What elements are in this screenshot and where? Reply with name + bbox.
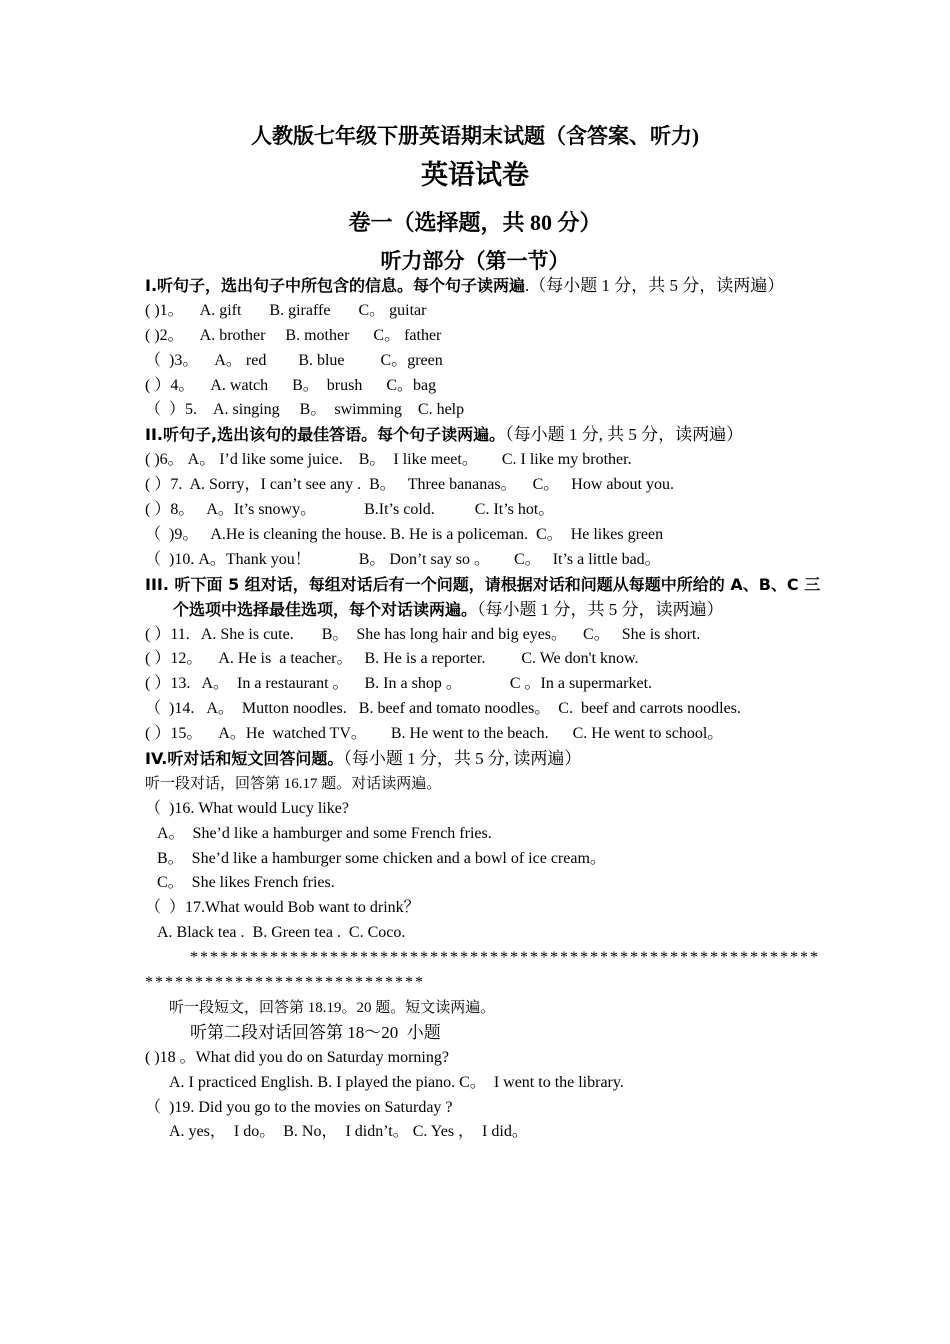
option-line: B。 She’d like a hamburger some chicken and a bowl of ice cream。	[157, 849, 606, 867]
section-3-heading: III. 听下面 5 组对话，每组对话后有一个问题，请根据对话和问题从每题中所给的 A、B、C 三个选项中选择最佳选项，每个对话读两遍。（每小题 1 分，共 5 分，读两遍）	[145, 574, 821, 619]
question-item: ( ）4。 A. watch B。 brush C。bag	[145, 376, 437, 394]
question-item: （ ）5. A. singing B。 swimming C. help	[145, 401, 465, 419]
exam-title: 人教版七年级下册英语期末试题（含答案、听力)	[251, 124, 699, 148]
option-line: A. I practiced English. B. I played the piano. C。 I went to the library.	[169, 1073, 624, 1091]
section-4-note: （每小题 1 分，共 5 分, 读两遍）	[343, 748, 582, 768]
question-16: （ )16. What would Lucy like?	[145, 799, 349, 817]
question-item: ( ）8。 A。It’s snowy。 B.It’s cold. C. It’s hot。	[145, 501, 555, 519]
exam-subtitle: 英语试卷	[421, 160, 529, 190]
option-line: A. Black tea . B. Green tea . C. Coco.	[157, 924, 406, 942]
question-item: （ )9。 A.He is cleaning the house. B. He is a policeman. C。 He likes green	[145, 525, 664, 543]
section-1-note: .（每小题 1 分，共 5 分，读两遍）	[525, 276, 785, 295]
dialogue-2-intro: 听第二段对话回答第 18～20 小题	[190, 1022, 441, 1042]
question-item: ( ）11. A. She is cute. B。 She has long hair and big eyes。 C。 She is short.	[145, 625, 701, 643]
question-item: （ )10. A。Thank you！ B。 Don’t say so 。 C。 It’s a little bad。	[145, 550, 661, 568]
separator-stars: *******************************************************************************************	[145, 949, 820, 992]
question-item: ( ）12。 A. He is a teacher。 B. He is a reporter. C. We don't know.	[145, 650, 639, 668]
passage-intro: 听一段短文，回答第 18.19。20 题。短文读两遍。	[169, 999, 496, 1016]
section-1-heading: I.听句子，选出句子中所包含的信息。每个句子读两遍.（每小题 1 分，共 5 分，读两遍）	[145, 276, 785, 295]
question-item: ( )2。 A. brother B. mother C。 father	[145, 326, 442, 344]
section-3-note: （每小题 1 分，共 5 分，读两遍）	[477, 599, 724, 619]
section-2-heading: II.听句子,选出该句的最佳答语。每个句子读两遍。（每小题 1 分, 共 5 分，读两遍）	[145, 425, 744, 445]
question-18: ( )18 。What did you do on Saturday morning?	[145, 1048, 449, 1066]
question-item: （ )3。 A。 red B. blue C。green	[145, 351, 443, 369]
question-item: ( )6。 A。 I’d like some juice. B。 I like meet。 C. I like my brother.	[145, 451, 632, 469]
section-4-heading: IV.听对话和短文回答问题。（每小题 1 分，共 5 分, 读两遍）	[145, 748, 582, 768]
volume-heading: 卷一（选择题，共 80 分）	[348, 210, 602, 235]
question-item: ( ）15。 A。He watched TV。 B. He went to the beach. C. He went to school。	[145, 725, 724, 743]
question-item: ( ）13. A。 In a restaurant 。 B. In a shop 。 C 。In a supermarket.	[145, 675, 653, 693]
option-line: A。 She’d like a hamburger and some French fries.	[157, 824, 492, 842]
exam-body	[145, 274, 825, 1145]
question-17: （ ）17.What would Bob want to drink？	[145, 899, 420, 917]
section-2-note: （每小题 1 分, 共 5 分，读两遍）	[505, 425, 744, 445]
question-item: ( ）7. A. Sorry，I can’t see any . B。 Three bananas。 C。 How about you.	[145, 476, 674, 494]
option-line: C。 She likes French fries.	[157, 874, 335, 892]
question-item: （ )14. A。 Mutton noodles. B. beef and tomato noodles。 C. beef and carrots noodles.	[145, 700, 741, 718]
question-item: ( )1。 A. gift B. giraffe C。 guitar	[145, 301, 427, 319]
dialogue-intro: 听一段对话，回答第 16.17 题。对话读两遍。	[145, 775, 442, 792]
option-line: A. yes， I do。 B. No， I didn’t。 C. Yes ， I did。	[169, 1123, 528, 1141]
part-heading: 听力部分（第一节）	[380, 249, 570, 273]
question-19: （ )19. Did you go to the movies on Saturday ?	[145, 1098, 453, 1116]
